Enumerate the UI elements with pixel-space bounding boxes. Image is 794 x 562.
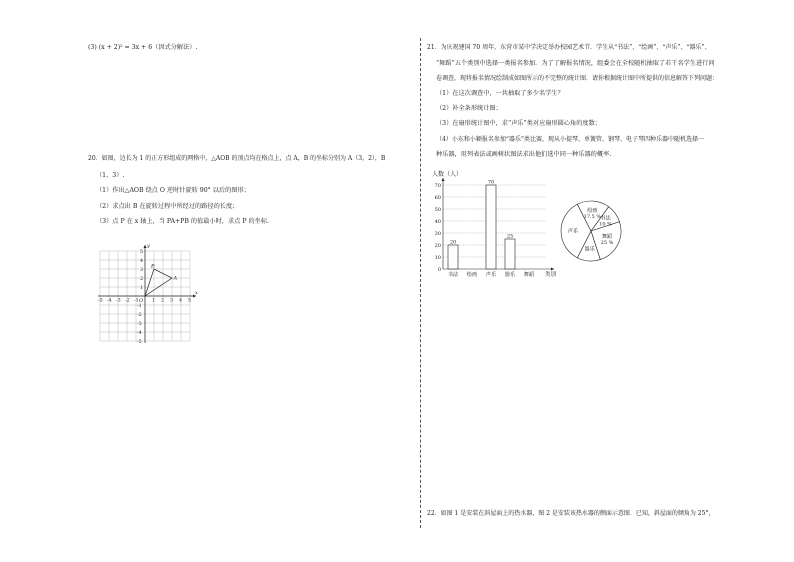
bar-y-tick: 0 (437, 266, 441, 273)
x-tick-label: -2 (125, 298, 130, 304)
bar-y-tick: 50 (434, 206, 441, 213)
q20-sub1: （1）作出△AOB 绕点 O 逆时针旋转 90° 以后的图形； (96, 187, 250, 194)
bar (505, 239, 515, 269)
q20-sub3: （3）点 P 在 x 轴上，当 PA+PB 的值最小时，求点 P 的坐标. (96, 218, 269, 225)
x-tick-label: -1 (134, 298, 139, 304)
q21-sub4b: 种乐器，用列表法或画树状图法求出他们选中同一种乐器的概率. (436, 151, 612, 158)
coordinate-grid-figure (88, 238, 203, 346)
pie-slice-label: 绘画 (587, 208, 598, 215)
pie-slice-percent: 25 % (600, 240, 614, 247)
y-tick-label: -4 (137, 330, 142, 336)
column-divider (420, 38, 421, 528)
q20-sub2: （2）求点出 B 在旋转过程中所经过的路径的长度； (96, 203, 239, 210)
point-b-label: B (151, 263, 155, 270)
y-tick-label: -2 (137, 312, 142, 318)
bar-y-tick: 70 (434, 182, 441, 189)
triangle-aob (145, 264, 178, 297)
y-tick-label: -5 (137, 339, 142, 345)
y-tick-label: -3 (137, 321, 142, 327)
bar-data-label: 25 (506, 233, 514, 240)
pie-chart (556, 196, 626, 266)
bar-y-tick: 10 (434, 254, 441, 261)
q21-line3: 卷调查，现将报名情况绘制成如图所示的不完整的统计图．请你根据统计图中所提供的信息解答下列问题： (436, 75, 719, 82)
bar-data-label: 20 (449, 239, 457, 246)
x-tick-label: 4 (179, 298, 183, 304)
q21-sub2: （2）补全条形统计图； (436, 105, 502, 112)
x-tick-label: -5 (98, 298, 103, 304)
equation-3-expr: (x + 2)² = 3x + 6 (98, 44, 153, 51)
bar-chart (426, 168, 566, 286)
bar-category-label: 书法 (447, 272, 459, 278)
bar-y-axis-arrow (442, 178, 445, 181)
q20-stem-line2: （1，3）. (96, 172, 125, 179)
y-axis-label: y (147, 243, 150, 249)
q21-line1: 21．为庆祝建国 70 周年，东营市某中学决定举办校园艺术节．学生从“书法”、“绘画”、“声乐”、“器乐”、 (427, 44, 711, 51)
grid-axes (98, 245, 196, 343)
bar (448, 245, 458, 269)
y-tick-label: 4 (140, 258, 144, 264)
bar-chart-axes (442, 178, 555, 271)
bar-category-label: 舞蹈 (523, 272, 535, 278)
bar-chart-categories (448, 270, 534, 278)
bar-y-tick: 60 (434, 194, 441, 201)
equation-3-prefix: (3) (88, 44, 99, 51)
bar-data-label: 70 (487, 179, 495, 186)
pie-slice-label: 书法 (600, 215, 611, 222)
bar-y-tick: 40 (434, 218, 441, 225)
y-tick-label: -1 (137, 303, 142, 309)
y-tick-label: 5 (140, 249, 144, 255)
x-tick-label: 2 (161, 298, 165, 304)
y-tick-label: 3 (140, 267, 144, 273)
x-tick-label: 1 (152, 298, 156, 304)
pie-slice-percent: 10 % (599, 221, 612, 228)
bar-chart-xlabel: 类别 (545, 272, 557, 278)
triangle-aob-shape (145, 269, 172, 296)
pie-slice-label: 舞蹈 (601, 234, 613, 241)
x-tick-label: -3 (116, 298, 121, 304)
x-tick-label: 5 (188, 298, 192, 304)
pie-slice-label: 声乐 (567, 228, 579, 235)
q21-line2: “舞蹈”五个类别中选择一类报名参加．为了了解报名情况，组委会在全校随机抽取了若干名学生进行问 (436, 60, 715, 67)
bar-category-label: 绘画 (466, 272, 478, 278)
equation-3-method: （因式分解法）. (152, 44, 198, 51)
q22-line1: 22．如图 1 是安装在斜屋面上的热水器，图 2 是安装该热水器的侧面示意图．已知，斜屋面的倾角为 25°， (427, 510, 715, 517)
bar-category-label: 声乐 (485, 272, 497, 278)
bar (486, 185, 496, 269)
bar-x-axis-arrow (551, 268, 554, 271)
bar-chart-ylabel: 人数（人） (432, 171, 463, 178)
x-axis-label: x (195, 290, 198, 296)
equation-3 (88, 44, 197, 52)
y-tick-label: 2 (140, 276, 144, 282)
x-tick-label: -4 (107, 298, 112, 304)
q21-sub4a: （4）小东和小颖报名参加“器乐”类比赛，现从小提琴、单簧管、钢琴、电子琴四种乐器中随机选择一 (436, 136, 704, 143)
bar-category-label: 器乐 (504, 272, 516, 278)
pie-slice-percent: 17.5 % (583, 214, 602, 221)
bar-y-tick: 20 (434, 242, 441, 249)
x-tick-label: 3 (170, 298, 174, 304)
point-a-label: A (173, 275, 178, 282)
origin-label: O (139, 298, 144, 304)
bar-y-tick: 30 (434, 230, 441, 237)
q21-sub3: （3）在扇形统计图中，求“声乐”类对应扇形圆心角的度数； (436, 120, 601, 127)
pie-slice-label: 器乐 (584, 246, 595, 253)
q21-sub1: （1）在这次调查中，一共抽取了多少名学生？ (436, 90, 564, 97)
q20-stem-line1: 20．如图，边长为 1 的正方形组成的网格中，△AOB 的顶点均在格点上，点 A，B 的坐标分别为 A（3，2），B (88, 155, 386, 162)
bar-chart-bars (448, 180, 515, 270)
bar-chart-y-ticks (435, 183, 441, 273)
y-tick-label: 1 (140, 285, 144, 291)
